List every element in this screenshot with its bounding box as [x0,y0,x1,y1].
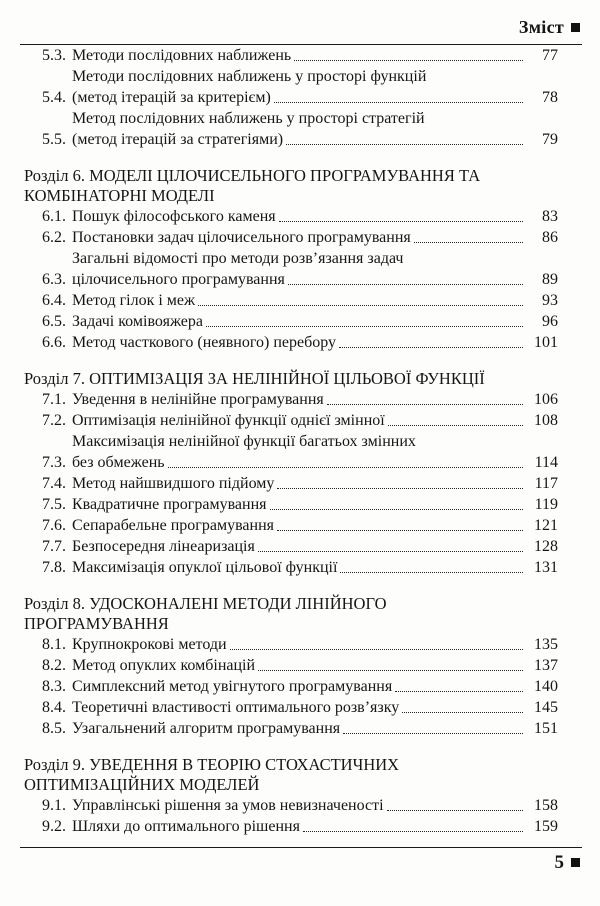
section-title: Розділ 8. УДОСКОНАЛЕНІ МЕТОДИ ЛІНІЙНОГО ПРОГРАМУВАННЯ [24,594,387,633]
entry-number: 8.3. [42,678,66,695]
dot-leader [395,691,523,692]
entry-page: 159 [534,818,558,835]
running-header [519,17,580,38]
entry-number: 5.3. [42,47,66,64]
entry-number: 7.3. [42,454,66,471]
dot-leader [230,649,523,650]
page-number-text: 5 [554,852,564,873]
entry-number: 8.4. [42,699,66,716]
page-number [555,852,581,874]
dot-leader [387,810,523,811]
entry-page: 77 [542,47,558,64]
entry-page: 79 [542,131,558,148]
toc-entry[interactable] [24,206,578,227]
entry-page: 121 [534,517,558,534]
dot-leader [198,305,523,306]
entry-number: 7.5. [42,496,66,513]
toc-section [0,45,600,150]
toc-entry[interactable] [24,45,578,66]
entry-title: (метод ітерацій за стратегіями) [72,131,284,148]
toc-entry[interactable] [24,473,578,494]
entry-number: 7.7. [42,538,66,555]
entry-title: Метод опуклих комбінацій [72,657,256,674]
entry-page: 117 [534,475,558,492]
toc-entry[interactable] [24,634,578,655]
entry-title: Метод часткового (неявного) перебору [72,334,337,351]
entry-page: 140 [534,678,558,695]
toc-entry[interactable] [24,816,578,837]
toc-entry[interactable] [24,290,578,311]
entry-number: 9.1. [42,797,66,814]
entry-title: без обмежень [72,454,165,471]
entry-number: 5.4. [42,89,66,106]
toc-section [0,166,600,353]
entry-title: Постановки задач цілочисельного програмування [72,229,411,246]
dot-leader [339,347,523,348]
entry-page: 101 [534,334,558,351]
entry-number: 6.4. [42,292,66,309]
toc-entry[interactable] [24,494,578,515]
entry-number: 8.1. [42,636,66,653]
dot-leader [258,670,523,671]
entry-page: 114 [534,454,558,471]
entry-title: цілочисельного програмування [72,271,285,288]
entry-page: 158 [534,797,558,814]
dot-leader [414,242,523,243]
entry-number: 9.2. [42,818,66,835]
entry-title: Задачі комівояжера [72,313,203,330]
entry-title: Методи послідовних наближень [72,47,292,64]
dot-leader [168,467,523,468]
entry-title: Максимізація опуклої цільової функції [72,559,338,576]
entry-title: Крупнокрокові методи [72,636,227,653]
entry-title: Теоретичні властивості оптимального розв’язку [72,699,400,716]
toc-section [0,369,600,578]
entry-title: Квадратичне програмування [72,496,267,513]
entry-page: 93 [542,292,558,309]
entry-page: 106 [534,391,558,408]
dot-leader [343,733,523,734]
dot-leader [274,102,523,103]
entry-page: 108 [534,412,558,429]
entry-title: Методи послідовних наближень у просторі функцій [72,68,427,85]
toc-entry[interactable] [24,410,578,431]
entry-page: 83 [542,208,558,225]
entry-page: 89 [542,271,558,288]
entry-number: 5.5. [42,131,66,148]
section-title: Розділ 9. УВЕДЕННЯ В ТЕОРІЮ СТОХАСТИЧНИХ ОПТИМІЗАЦІЙНИХ МОДЕЛЕЙ [24,755,400,794]
entry-title: Безпосередня лінеаризація [72,538,255,555]
entry-page: 86 [542,229,558,246]
square-bullet-icon [571,858,580,867]
entry-number: 6.5. [42,313,66,330]
dot-leader [388,425,523,426]
entry-number: 7.4. [42,475,66,492]
toc-entry[interactable] [24,676,578,697]
entry-number: 8.5. [42,720,66,737]
entry-title: Узагальнений алгоритм програмування [72,720,341,737]
toc-entry[interactable] [24,332,578,353]
dot-leader [402,712,523,713]
toc-entry[interactable] [24,795,578,816]
dot-leader [288,284,523,285]
section-title: Розділ 6. МОДЕЛІ ЦІЛОЧИСЕЛЬНОГО ПРОГРАМУВАННЯ ТА КОМБІНАТОРНІ МОДЕЛІ [24,166,481,205]
entry-page: 96 [542,313,558,330]
toc-entry[interactable] [24,66,578,108]
entry-number: 6.3. [42,271,66,288]
entry-title: Максимізація нелінійної функції багатьох змінних [72,433,416,450]
dot-leader [340,572,523,573]
section-title: Розділ 7. ОПТИМІЗАЦІЯ ЗА НЕЛІНІЙНОЇ ЦІЛЬОВОЇ ФУНКЦІЇ [24,369,485,388]
dot-leader [206,326,523,327]
entry-title: Шляхи до оптимального рішення [72,818,300,835]
entry-title: Загальні відомості про методи розв’язання задач [72,250,404,267]
entry-title: Сепарабельне програмування [72,517,274,534]
dot-leader [327,404,523,405]
entry-number: 7.1. [42,391,66,408]
toc-entry[interactable] [24,718,578,739]
toc-entry[interactable] [24,248,578,290]
header-title: Зміст [518,17,564,37]
toc-section [0,755,600,837]
entry-number: 7.6. [42,517,66,534]
entry-number: 6.6. [42,334,66,351]
toc-entry[interactable] [24,431,578,473]
toc-entry[interactable] [24,536,578,557]
toc-entry[interactable] [24,655,578,676]
toc-entry[interactable] [24,311,578,332]
entry-title: Пошук філософського каменя [72,208,276,225]
entry-title: Метод найшвидшого підйому [72,475,275,492]
entry-title: (метод ітерацій за критерієм) [72,89,271,106]
entry-number: 6.1. [42,208,66,225]
entry-title: Метод послідовних наближень у просторі стратегій [72,110,425,127]
entry-page: 135 [534,636,558,653]
dot-leader [286,144,523,145]
toc-entry[interactable] [24,515,578,536]
entry-number: 7.2. [42,412,66,429]
toc-entry[interactable] [24,108,578,150]
entry-page: 131 [534,559,558,576]
entry-page: 128 [534,538,558,555]
entry-title: Уведення в нелінійне програмування [72,391,324,408]
entry-number: 7.8. [42,559,66,576]
entry-number: 8.2. [42,657,66,674]
dot-leader [270,509,524,510]
dot-leader [258,551,523,552]
toc-entry[interactable] [24,389,578,410]
toc-entry[interactable] [24,697,578,718]
toc-section [0,594,600,739]
dot-leader [277,530,523,531]
square-bullet-icon [571,23,580,32]
entry-page: 78 [542,89,558,106]
entry-number: 6.2. [42,229,66,246]
entry-page: 119 [534,496,558,513]
entry-title: Оптимізація нелінійної функції однієї змінної [72,412,385,429]
dot-leader [277,488,523,489]
entry-title: Управлінські рішення за умов невизначеності [72,797,384,814]
entry-title: Симплексний метод увігнутого програмування [72,678,393,695]
dot-leader [279,221,523,222]
entry-page: 137 [534,657,558,674]
toc-entry[interactable] [24,557,578,578]
entry-title: Метод гілок і меж [72,292,196,309]
table-of-contents [0,44,600,837]
footer-rule [20,847,582,848]
entry-page: 145 [534,699,558,716]
dot-leader [303,831,523,832]
entry-page: 151 [534,720,558,737]
toc-entry[interactable] [24,227,578,248]
dot-leader [294,60,523,61]
